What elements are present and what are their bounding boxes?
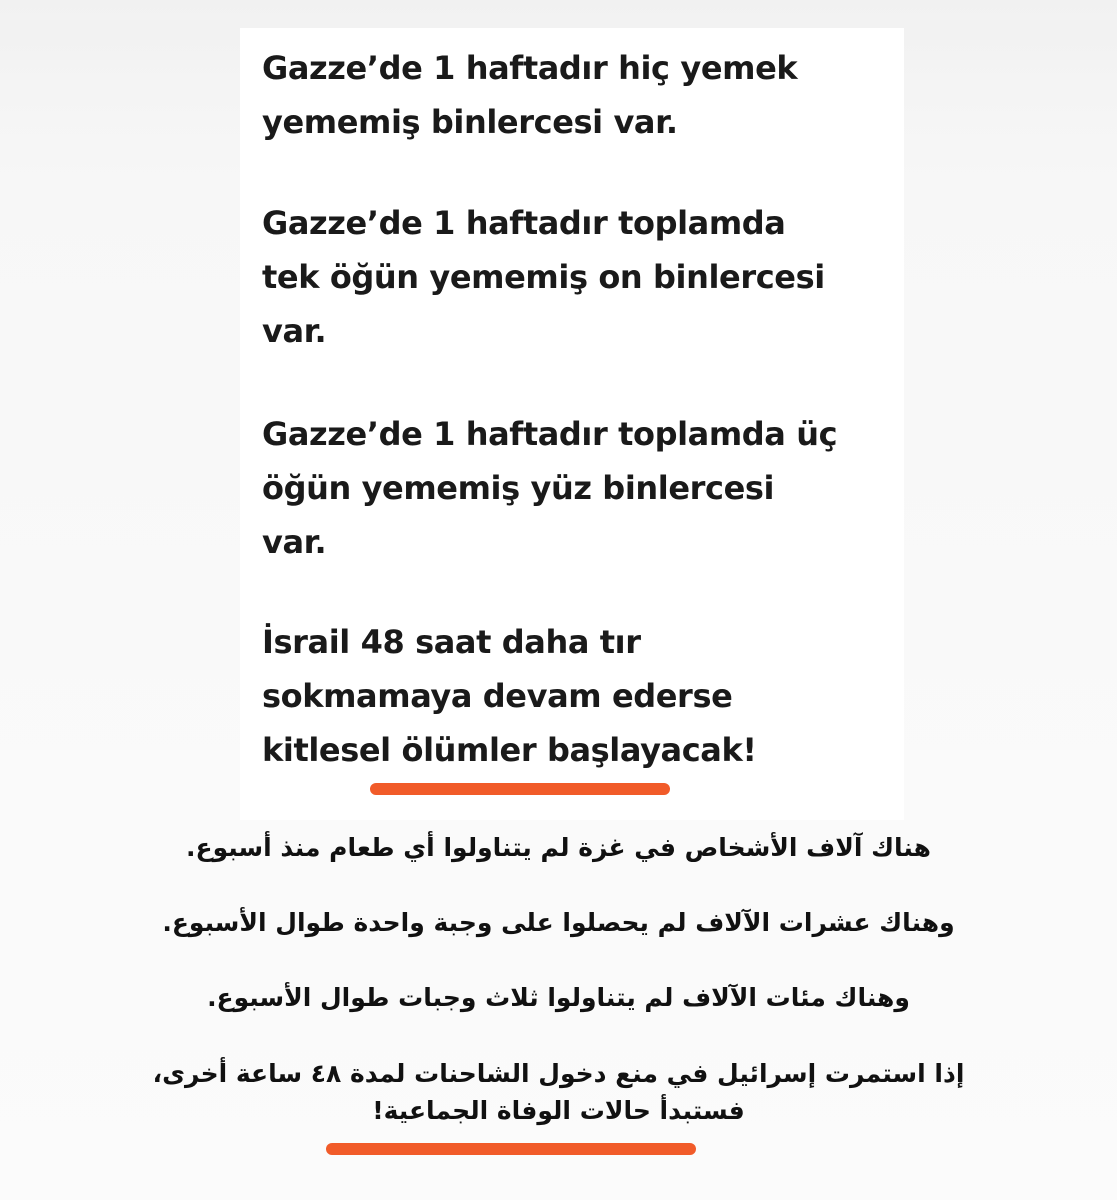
text-line: kitlesel ölümler başlayacak! (262, 731, 757, 769)
text-line: İsrail 48 saat daha tır (262, 623, 641, 661)
turkish-paragraph-4 (262, 615, 757, 777)
text-line: yememiş binlercesi var. (262, 103, 678, 141)
text-line: var. (262, 523, 327, 561)
orange-underline-highlight-arabic (326, 1143, 696, 1155)
turkish-paragraph-2 (262, 196, 825, 358)
arabic-line-1: هناك آلاف الأشخاص في غزة لم يتناولوا أي طعام منذ أسبوع. (186, 833, 931, 862)
arabic-line-5: فستبدأ حالات الوفاة الجماعية! (372, 1096, 745, 1125)
arabic-line-3: وهناك مئات الآلاف لم يتناولوا ثلاث وجبات طوال الأسبوع. (207, 983, 910, 1012)
text-line: var. (262, 312, 327, 350)
text-line: Gazze’de 1 haftadır hiç yemek (262, 49, 798, 87)
arabic-line-4: إذا استمرت إسرائيل في منع دخول الشاحنات لمدة ٤٨ ساعة أخرى، (152, 1059, 965, 1088)
text-line: öğün yememiş yüz binlercesi (262, 469, 775, 507)
arabic-line-2: وهناك عشرات الآلاف لم يحصلوا على وجبة واحدة طوال الأسبوع. (162, 908, 955, 937)
turkish-paragraph-3 (262, 407, 837, 569)
text-line: sokmamaya devam ederse (262, 677, 733, 715)
orange-underline-highlight (370, 783, 670, 795)
turkish-paragraph-1 (262, 41, 797, 149)
text-line: Gazze’de 1 haftadır toplamda (262, 204, 786, 242)
text-line: Gazze’de 1 haftadır toplamda üç (262, 415, 838, 453)
text-line: tek öğün yememiş on binlercesi (262, 258, 825, 296)
